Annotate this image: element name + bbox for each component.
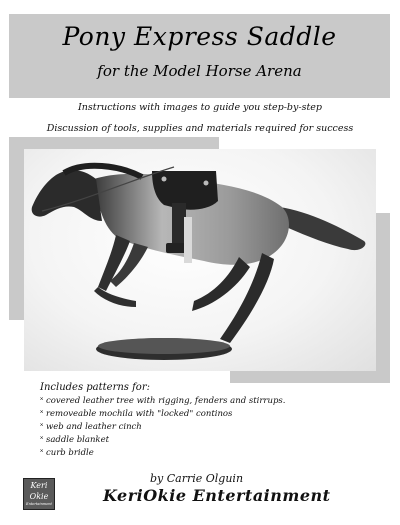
company-name: KeriOkie Entertainment — [103, 486, 331, 505]
intro-line-discussion: Discussion of tools, supplies and materials required for success — [46, 123, 354, 134]
logo-text-okie: Okie — [29, 492, 49, 501]
logo-text-entertainment: Entertainment — [26, 502, 52, 506]
includes-heading: Includes patterns for: — [40, 382, 150, 393]
list-item: ˟ curb bridle — [40, 447, 285, 460]
list-item: ˟ removeable mochila with "locked" continos — [40, 408, 285, 421]
includes-list — [40, 395, 285, 460]
page-subtitle: for the Model Horse Arena — [97, 62, 302, 80]
horse-photo — [24, 149, 376, 371]
galloping-horse-illustration — [24, 149, 376, 371]
page-title: Pony Express Saddle — [62, 22, 337, 51]
list-item: ˟ web and leather cinch — [40, 421, 285, 434]
keriokie-logo — [23, 478, 55, 510]
author-credit: by Carrie Olguin — [150, 472, 244, 485]
logo-text-keri: Keri — [30, 481, 48, 490]
horse-tail — [279, 207, 365, 250]
horse-leg-hind-left — [192, 257, 250, 311]
intro-line-instructions: Instructions with images to guide you step-by-step — [78, 102, 322, 113]
list-item: ˟ saddle blanket — [40, 434, 285, 447]
list-item: ˟ covered leather tree with rigging, fenders and stirrups. — [40, 395, 285, 408]
